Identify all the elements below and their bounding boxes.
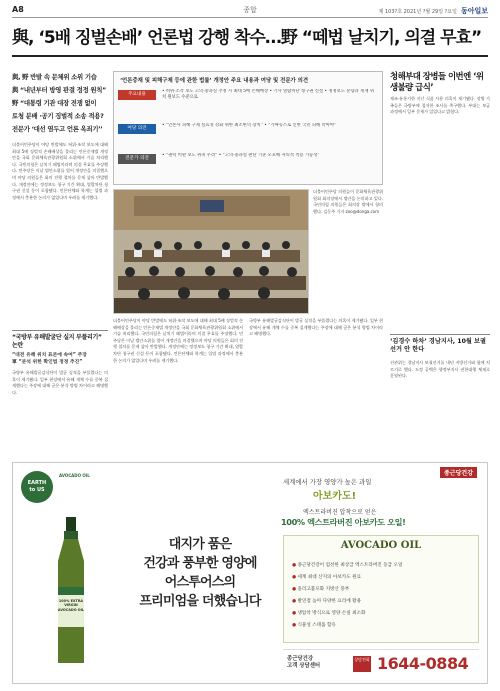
issue-date: 제 103?호 2021년 ?월 29일 ?요일 [378,9,457,15]
bullet-icon: ● [292,575,297,580]
subhead-line: 전문가 ‘대선 염두고 언론 옥죄기’’ [12,125,103,133]
ad-top-copy-2: 아보카도! [313,491,357,502]
headline-rule [12,55,488,57]
copy-line: 건강과 풍부한 영양에 [143,556,257,571]
feature-list [292,560,470,632]
page-number: A8 [12,5,24,14]
bottle-sub-label: 100% EXTRA VIRGIN [58,599,84,608]
avocado-oil-ad [12,462,488,684]
copy-line: 프리미엄을 더했습니다 [139,594,261,609]
summary-row [118,122,378,144]
row-text: • “권력 비판 보도 위축 우려” • “고의·중과실 판단 기준 모호해 자의적 적용 가능성” [162,153,320,158]
subhead-line: 與, 野 반발 속 문체위 소위 기습 [12,73,97,81]
divider [390,334,490,335]
badge-line: EARTH [27,480,47,486]
copy-line: 어스투어스의 [164,575,236,590]
sub-article-lines [12,352,108,366]
section-name: 종합 [243,6,257,14]
newspaper-brand: 동아일보 [460,7,488,15]
summary-row [118,88,378,110]
feature-item: ● 올리고불포화 지방산 풍부 [292,587,350,592]
lead-subheads [12,71,108,136]
sub-article-line: 軍 “분석 위한 확인법 정정 추진” [12,360,83,365]
masthead [12,4,488,18]
photo-caption: 더불어민주당 의원들이 문화체육관광위원회 회의장에서 법안을 논의하고 있다. 국민의힘 의원들은 회의장 밖에서 항의했다. 김동주 기자 zoo@donga.com [313,189,383,214]
feature-item: ● 세계 최대 산지의 아보카도 원료 [292,575,362,580]
ad-top-copy-3: 엑스트라버진 압착으로 얻은 [303,509,377,516]
phone-number: 1644-0884 [377,654,469,673]
bottle-label: AVOCADO OIL [57,607,85,612]
badge-line: to US [29,487,45,493]
bullet-icon: ● [292,563,297,568]
row-text: • “언론사 피해 구제 실효성 강화 위한 최소한의 장치” • “가짜뉴스로 인한 국민 피해 막아야” [162,123,337,128]
feature-panel-title: AVOCADO OIL [340,540,422,551]
right-sub-headline: ‘김경수 하차’ 경남지사, 10월 보궐선거 안 한다 [390,338,487,354]
committee-room-image [114,190,309,314]
feature-item: ● 발연점 높아 다양한 요리에 활용 [292,599,362,604]
subhead-line: 野 “대통령 기관 대장 전쟁 없이 [12,99,97,107]
row-text: • 허위·조작 보도 고의·중과실 추정 시 최대 5배 손해배상 • 기사 열람차단 청구권 신설 • 정정보도 분량과 게재 위치 원보도 수준으로 [162,89,374,101]
sub-article-body: 국방부 유해발굴감식단이 발굴 실적을 부풀렸다는 의혹이 제기됐다. 일부 현장에서 유해 개체 수를 중복 집계했다는 주장에 대해 군은 분석 방법 차이라고 해명했다. [12,370,108,395]
subhead-line: 與 “내년부터 방영 판결 정정 원칙” [12,86,106,94]
summary-box-title: ‘언론중재 및 피해구제 등에 관한 법률’ 개정안 주요 내용과 여당 및 전문가 의견 [120,78,309,84]
bottle-label-text [56,599,86,612]
contact-bar [283,649,479,677]
middle-article-body-2: 국방부 유해발굴감식단이 발굴 실적을 부풀렸다는 의혹이 제기됐다. 일부 현장에서 유해 개체 수를 중복 집계했다는 주장에 대해 군은 분석 방법 차이라고 해명했다. [249,318,383,337]
issue-meta [379,6,488,16]
committee-photo [113,189,309,314]
law-summary-box [113,71,383,185]
right-sub-body: 선관위는 경남지사 보궐선거를 내년 지방선거와 함께 치르기로 했다. 도정 공백은 행정부지사 권한대행 체제로 운영된다. [390,360,490,379]
badge-side-title: AVOCADO OIL [59,473,90,478]
ad-brand-tag: 종근당건강 [440,467,477,478]
main-headline: 與, ‘5배 징벌손배’ 언론법 강행 착수…野 “떼법 날치기, 의결 무효” [12,28,482,48]
lead-article-body: 더불어민주당이 야당 반발에도 허위·조작 보도에 대해 최대 5배 징벌적 손해배상을 물리는 언론중재법 개정안을 국회 문화체육관광위원회 소위에서 기습 처리했다. 국민의힘은 날치기 떼법이라며 의결 무효를 주장했다. 민주당은 이날 법안소위를 열어 개정안을 의결했으며 야당 의원들은 회의 진행 절차를 문제 삼아 반발했다. 개정안에는 정정보도 청구 기간 확대, 열람차단 청구권 신설 등이 포함됐다. 언론단체와 학계는 입법 과정에서 충분한 논의가 없었다며 우려를 제기했다. [12,142,108,200]
ad-top-copy-4: 100% 엑스트라버진 아보카도 오일! [281,517,406,527]
row-tag: 전문가 의견 [118,154,156,164]
feature-item: ● 종근당건강이 엄선한 최상급 엑스트라버진 등급 오일 [292,563,403,568]
bullet-icon: ● [292,611,297,616]
earth-to-us-badge [21,471,53,503]
ad-main-copy [125,535,275,611]
oil-bottle-image [51,517,91,667]
row-tag: 여당 의견 [118,124,156,134]
badge-side-text [59,473,119,479]
feature-item: ● 식물성 스테롤 함유 [292,623,336,628]
middle-article-body: 더불어민주당이 야당 반발에도 허위·조작 보도에 대해 최대 5배 징벌적 손해배상을 물리는 언론중재법 개정안을 국회 문화체육관광위원회 소위에서 기습 처리했다. 국민의힘은 날치기 떼법이라며 의결 무효를 주장했다. 민주당은 이날 법안소위를 열어 개정안을 의결했으며 야당 의원들은 회의 진행 절차를 문제 삼아 반발했다. 개정안에는 정정보도 청구 기간 확대, 열람차단 청구권 신설 등이 포함됐다. 언론단체와 학계는 입법 과정에서 충분한 논의가 없었다며 우려를 제기했다. [113,318,243,363]
phone-tag: 상담전화 [353,656,371,672]
contact-label: 종근당건강 고객 상담센터 [287,656,321,669]
right-headline: 청해부대 장병들 이번엔 ‘위생불량 급식’ [390,71,484,92]
summary-row [118,152,378,174]
ad-top-copy-1: 세계에서 가장 영양가 높은 과일 [283,478,372,486]
feature-item: ● 냉압착 방식으로 영양 손실 최소화 [292,611,366,616]
copy-line: 대지가 품은 [168,537,232,552]
sub-article-title: “국방부 유해발굴단 실지 부풀리기” 논란 [12,334,102,349]
divider [12,330,108,331]
bullet-icon: ● [292,623,297,628]
sub-article-line: “대전 유해 위치 표본에 속여” 주장 [12,353,87,358]
subhead-line: 토청 분배 ·공기 징벌적 소송 적용? [12,112,104,120]
feature-panel [283,535,479,643]
row-tag: 주요내용 [118,90,156,100]
bullet-icon: ● [292,587,297,592]
right-article-body: 제조·유통기한 지난 식품 사용 의혹이 제기됐다. 장병 가족들은 국방부에 철저한 조사를 촉구했다. 부대는 보급 과정에서 일부 문제가 있었다고 밝혔다. [390,96,490,115]
bullet-icon: ● [292,599,297,604]
